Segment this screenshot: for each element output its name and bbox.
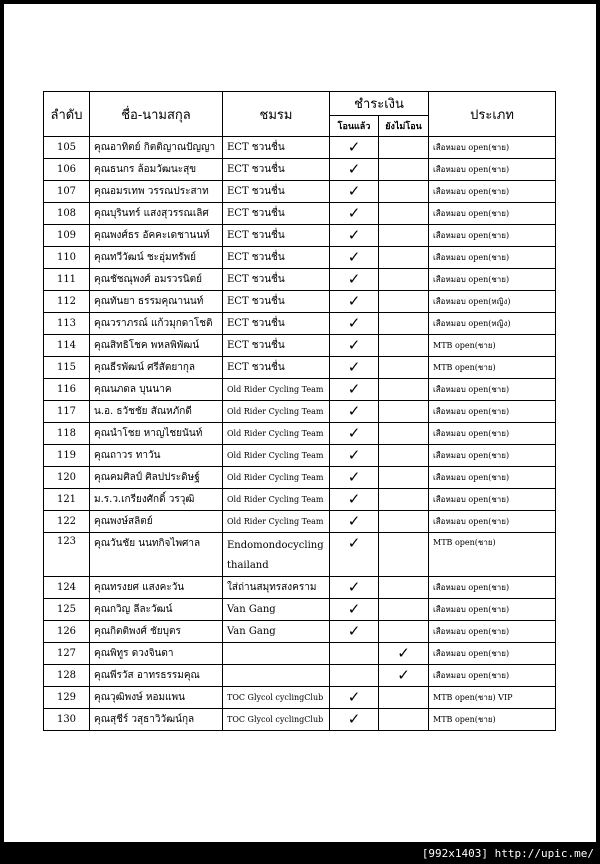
- header-club: ชมรม: [223, 92, 330, 137]
- club-name: ECT ชวนชื่น: [223, 269, 330, 291]
- club-name: TOC Glycol cyclingClub: [223, 687, 330, 709]
- race-category: เสือหมอบ open(ชาย): [429, 401, 556, 423]
- check-icon: ✓: [347, 424, 361, 442]
- club-name: ECT ชวนชื่น: [223, 291, 330, 313]
- check-icon: ✓: [347, 446, 361, 464]
- unpaid-cell: [379, 489, 429, 511]
- race-category: เสือหมอบ open(ชาย): [429, 445, 556, 467]
- table-header: [44, 92, 556, 137]
- table-row: [44, 401, 556, 423]
- table-row: [44, 665, 556, 687]
- race-category: เสือหมอบ open(ชาย): [429, 203, 556, 225]
- row-number: 105: [44, 137, 90, 159]
- row-number: 128: [44, 665, 90, 687]
- unpaid-cell: [379, 247, 429, 269]
- participant-name: คุณทันยา ธรรมคุณานนท์: [90, 291, 223, 313]
- participant-name: คุณวราภรณ์ แก้วมุกดาโชติ: [90, 313, 223, 335]
- unpaid-cell: [379, 467, 429, 489]
- race-category: เสือหมอบ open(ชาย): [429, 269, 556, 291]
- row-number: 119: [44, 445, 90, 467]
- table-row: [44, 577, 556, 599]
- paid-cell: [330, 687, 379, 709]
- unpaid-cell: [379, 577, 429, 599]
- table-row: [44, 621, 556, 643]
- participant-name: คุณพีรวัส อาทรธรรมคุณ: [90, 665, 223, 687]
- table-row: [44, 159, 556, 181]
- club-name: ECT ชวนชื่น: [223, 313, 330, 335]
- race-category: เสือหมอบ open(ชาย): [429, 423, 556, 445]
- unpaid-cell: [379, 599, 429, 621]
- club-name: Old Rider Cycling Team: [223, 489, 330, 511]
- participant-name: คุณธีรพัฒน์ ศรีสัตยากุล: [90, 357, 223, 379]
- row-number: 127: [44, 643, 90, 665]
- club-name: ECT ชวนชื่น: [223, 159, 330, 181]
- paid-cell: [330, 511, 379, 533]
- row-number: 114: [44, 335, 90, 357]
- paid-cell: [330, 225, 379, 247]
- club-name: [223, 665, 330, 687]
- participant-name: น.อ. ธวัชชัย สัณหภักดี: [90, 401, 223, 423]
- unpaid-cell: [379, 423, 429, 445]
- race-category: เสือหมอบ open(ชาย): [429, 137, 556, 159]
- unpaid-cell: [379, 269, 429, 291]
- race-category: เสือหมอบ open(ชาย): [429, 159, 556, 181]
- participant-name: คุณนภดล บุนนาค: [90, 379, 223, 401]
- participant-name: คุณพงศ์ธร อัคคะเดชานนท์: [90, 225, 223, 247]
- unpaid-cell: [379, 225, 429, 247]
- table-row: [44, 687, 556, 709]
- club-name: ECT ชวนชื่น: [223, 247, 330, 269]
- race-category: เสือหมอบ open(ชาย): [429, 511, 556, 533]
- paid-cell: [330, 577, 379, 599]
- unpaid-cell: [379, 357, 429, 379]
- check-icon: ✓: [347, 270, 361, 288]
- check-icon: ✓: [347, 182, 361, 200]
- row-number: 122: [44, 511, 90, 533]
- race-category: เสือหมอบ open(ชาย): [429, 665, 556, 687]
- table-row: [44, 247, 556, 269]
- race-category: เสือหมอบ open(ชาย): [429, 599, 556, 621]
- table-row: [44, 137, 556, 159]
- race-category: เสือหมอบ open(ชาย): [429, 379, 556, 401]
- club-name: Van Gang: [223, 621, 330, 643]
- paid-cell: [330, 445, 379, 467]
- row-number: 117: [44, 401, 90, 423]
- club-name: [223, 643, 330, 665]
- check-icon: ✓: [347, 578, 361, 596]
- paid-cell: [330, 467, 379, 489]
- paid-cell: [330, 137, 379, 159]
- table-row: [44, 643, 556, 665]
- table-row: [44, 511, 556, 533]
- race-category: MTB open(ชาย): [429, 335, 556, 357]
- participant-name: คุณทรงยศ แสงคะวัน: [90, 577, 223, 599]
- unpaid-cell: [379, 203, 429, 225]
- unpaid-cell: [379, 511, 429, 533]
- unpaid-cell: [379, 445, 429, 467]
- table-row: [44, 357, 556, 379]
- row-number: 129: [44, 687, 90, 709]
- club-name: ใส่ถ่านสมุทรสงคราม: [223, 577, 330, 599]
- row-number: 110: [44, 247, 90, 269]
- participant-name: คุณนำโชย หาญไชยนันท์: [90, 423, 223, 445]
- participant-name: คุณพงษ์สลิตย์: [90, 511, 223, 533]
- table-row: [44, 445, 556, 467]
- check-icon: ✓: [347, 490, 361, 508]
- check-icon: ✓: [347, 226, 361, 244]
- club-name: Old Rider Cycling Team: [223, 423, 330, 445]
- table-row: [44, 269, 556, 291]
- paid-cell: [330, 621, 379, 643]
- header-paid: โอนแล้ว: [330, 116, 379, 137]
- header-unpaid: ยังไม่โอน: [379, 116, 429, 137]
- row-number: 124: [44, 577, 90, 599]
- check-icon: ✓: [347, 138, 361, 156]
- table-row: [44, 467, 556, 489]
- paid-cell: [330, 357, 379, 379]
- row-number: 121: [44, 489, 90, 511]
- unpaid-cell: [379, 181, 429, 203]
- unpaid-cell: [379, 291, 429, 313]
- row-number: 126: [44, 621, 90, 643]
- club-name: ECT ชวนชื่น: [223, 137, 330, 159]
- unpaid-cell: [379, 533, 429, 577]
- participant-name: คุณกวิญ ลีละวัฒน์: [90, 599, 223, 621]
- paid-cell: [330, 665, 379, 687]
- check-icon: ✓: [347, 710, 361, 728]
- unpaid-cell: [379, 687, 429, 709]
- race-category: เสือหมอบ open(ชาย): [429, 225, 556, 247]
- paid-cell: [330, 159, 379, 181]
- row-number: 112: [44, 291, 90, 313]
- unpaid-cell: [379, 159, 429, 181]
- participant-name: คุณวุฒิพงษ์ หอมแพน: [90, 687, 223, 709]
- participant-name: คุณคมศิลป์ ศิลปประดิษฐ์: [90, 467, 223, 489]
- row-number: 108: [44, 203, 90, 225]
- row-number: 115: [44, 357, 90, 379]
- check-icon: ✓: [347, 468, 361, 486]
- race-category: เสือหมอบ open(ชาย): [429, 621, 556, 643]
- check-icon: ✓: [397, 644, 410, 662]
- check-icon: ✓: [347, 292, 361, 310]
- check-icon: ✓: [347, 534, 361, 552]
- participant-name: ม.ร.ว.เกรียงศักดิ์ วรวุฒิ: [90, 489, 223, 511]
- unpaid-cell: [379, 401, 429, 423]
- paid-cell: [330, 423, 379, 445]
- check-icon: ✓: [347, 622, 361, 640]
- club-name: ECT ชวนชื่น: [223, 181, 330, 203]
- table-row: [44, 313, 556, 335]
- paid-cell: [330, 269, 379, 291]
- club-name: Endomondocycling thailand: [223, 533, 330, 577]
- check-icon: ✓: [347, 314, 361, 332]
- paid-cell: [330, 247, 379, 269]
- participant-name: คุณกิตติพงศ์ ชัยบุตร: [90, 621, 223, 643]
- row-number: 109: [44, 225, 90, 247]
- registration-table: [43, 91, 556, 731]
- participant-name: คุณวันชัย นนทกิจไพศาล: [90, 533, 223, 577]
- club-name: Old Rider Cycling Team: [223, 401, 330, 423]
- paid-cell: [330, 379, 379, 401]
- table-row: [44, 533, 556, 577]
- check-icon: ✓: [347, 512, 361, 530]
- check-icon: ✓: [347, 160, 361, 178]
- check-icon: ✓: [347, 380, 361, 398]
- table-row: [44, 599, 556, 621]
- table-row: [44, 709, 556, 731]
- participant-name: คุณสิทธิโชค พหลพิพัฒน์: [90, 335, 223, 357]
- participant-name: คุณสุชีร์ วสุธาวิวัฒน์กุล: [90, 709, 223, 731]
- paid-cell: [330, 335, 379, 357]
- paid-cell: [330, 181, 379, 203]
- club-name: ECT ชวนชื่น: [223, 225, 330, 247]
- row-number: 118: [44, 423, 90, 445]
- club-name: Old Rider Cycling Team: [223, 511, 330, 533]
- check-icon: ✓: [347, 358, 361, 376]
- club-name: TOC Glycol cyclingClub: [223, 709, 330, 731]
- row-number: 107: [44, 181, 90, 203]
- check-icon: ✓: [347, 336, 361, 354]
- participant-name: คุณธนกร ล้อมวัฒนะสุข: [90, 159, 223, 181]
- club-name: ECT ชวนชื่น: [223, 335, 330, 357]
- participant-name: คุณชัชณุพงศ์ อมรวรนิตย์: [90, 269, 223, 291]
- unpaid-cell: [379, 621, 429, 643]
- paid-cell: [330, 401, 379, 423]
- row-number: 125: [44, 599, 90, 621]
- race-category: เสือหมอบ open(ชาย): [429, 643, 556, 665]
- check-icon: ✓: [347, 248, 361, 266]
- participant-name: คุณอาทิตย์ กิตติญาณปัญญา: [90, 137, 223, 159]
- paid-cell: [330, 643, 379, 665]
- participant-name: คุณอมรเทพ วรรณประสาท: [90, 181, 223, 203]
- race-category: MTB open(ชาย): [429, 709, 556, 731]
- unpaid-cell: [379, 709, 429, 731]
- race-category: เสือหมอบ open(ชาย): [429, 467, 556, 489]
- race-category: MTB open(ชาย) VIP: [429, 687, 556, 709]
- check-icon: ✓: [347, 402, 361, 420]
- unpaid-cell: [379, 379, 429, 401]
- row-number: 123: [44, 533, 90, 577]
- club-name: Old Rider Cycling Team: [223, 445, 330, 467]
- header-payment: ชำระเงิน: [330, 92, 429, 116]
- table-row: [44, 335, 556, 357]
- table-row: [44, 181, 556, 203]
- race-category: เสือหมอบ open(ชาย): [429, 577, 556, 599]
- club-name: Old Rider Cycling Team: [223, 467, 330, 489]
- table-row: [44, 423, 556, 445]
- table-row: [44, 291, 556, 313]
- check-icon: ✓: [347, 688, 361, 706]
- check-icon: ✓: [397, 666, 410, 684]
- row-number: 120: [44, 467, 90, 489]
- header-no: ลำดับ: [44, 92, 90, 137]
- paid-cell: [330, 313, 379, 335]
- race-category: เสือหมอบ open(ชาย): [429, 247, 556, 269]
- check-icon: ✓: [347, 204, 361, 222]
- race-category: เสือหมอบ open(ชาย): [429, 181, 556, 203]
- club-name: Van Gang: [223, 599, 330, 621]
- paid-cell: [330, 533, 379, 577]
- participant-name: คุณทวีวัฒน์ ชะอุ่มทรัพย์: [90, 247, 223, 269]
- paid-cell: [330, 599, 379, 621]
- paid-cell: [330, 203, 379, 225]
- club-name: ECT ชวนชื่น: [223, 203, 330, 225]
- table-body: [44, 137, 556, 731]
- unpaid-cell: [379, 643, 429, 665]
- paid-cell: [330, 709, 379, 731]
- row-number: 113: [44, 313, 90, 335]
- race-category: เสือหมอบ open(ชาย): [429, 489, 556, 511]
- paid-cell: [330, 489, 379, 511]
- unpaid-cell: [379, 335, 429, 357]
- table-row: [44, 203, 556, 225]
- club-name: ECT ชวนชื่น: [223, 357, 330, 379]
- paid-cell: [330, 291, 379, 313]
- participant-name: คุณถาวร ทาวัน: [90, 445, 223, 467]
- row-number: 106: [44, 159, 90, 181]
- unpaid-cell: [379, 665, 429, 687]
- row-number: 130: [44, 709, 90, 731]
- unpaid-cell: [379, 137, 429, 159]
- race-category: เสือหมอบ open(หญิง): [429, 313, 556, 335]
- table-row: [44, 225, 556, 247]
- club-name: Old Rider Cycling Team: [223, 379, 330, 401]
- row-number: 111: [44, 269, 90, 291]
- table-row: [44, 379, 556, 401]
- image-host-watermark: [992x1403] http://upic.me/: [418, 846, 598, 862]
- race-category: MTB open(ชาย): [429, 357, 556, 379]
- unpaid-cell: [379, 313, 429, 335]
- participant-name: คุณบุรินทร์ แสงสุวรรณเลิศ: [90, 203, 223, 225]
- row-number: 116: [44, 379, 90, 401]
- race-category: เสือหมอบ open(หญิง): [429, 291, 556, 313]
- table-row: [44, 489, 556, 511]
- check-icon: ✓: [347, 600, 361, 618]
- participant-name: คุณพิทูร ดวงจินดา: [90, 643, 223, 665]
- race-category: MTB open(ชาย): [429, 533, 556, 577]
- header-name: ชื่อ-นามสกุล: [90, 92, 223, 137]
- header-type: ประเภท: [429, 92, 556, 137]
